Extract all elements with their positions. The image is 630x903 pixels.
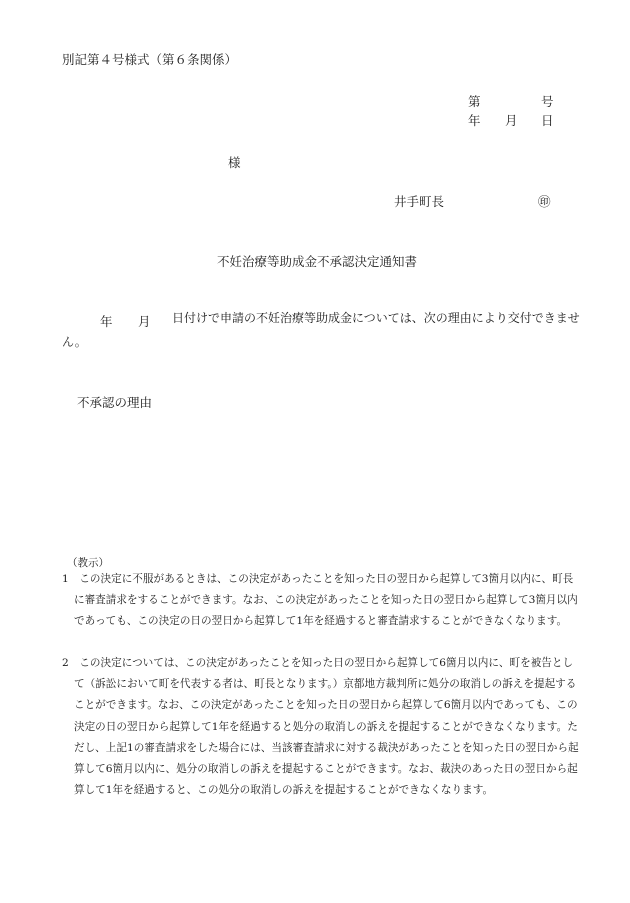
kyoji-item-2: 2 この決定については、この決定があったことを知った日の翌日から起算して6箇月以内に、町を被告として（訴訟において町を代表する者は、町長となります。）京都地方裁判所に処分の取消しの訴えを提起することができます。なお、この決定があったことを知った日の翌日から起算して6箇月以内であっても、この決定の日の翌日から起算して1年を経過すると処分の取消しの訴えを提起することができなくなります。ただし、上記1の審査請求をした場合には、当該審査請求に対する裁決があったことを知った日の翌日から起算して6箇月以内に、処分の取消しの訴えを提起することができます。なお、裁決のあった日の翌日から起算して1年を経過すると、この処分の取消しの訴えを提起することができなくなります。 <box>62 657 579 797</box>
date-month: 月 <box>505 113 518 128</box>
sender-name: 井手町長 <box>394 194 445 209</box>
reason-label: 不承認の理由 <box>77 395 153 410</box>
date-day: 日 <box>541 113 554 128</box>
body-text: 日付けで申請の不妊治療等助成金については、次の理由により交付できません。 <box>62 311 580 349</box>
doc-number-dai: 第 <box>468 94 481 109</box>
form-label: 別記第４号様式（第６条関係） <box>62 52 238 67</box>
date-year: 年 <box>468 113 481 128</box>
document-title: 不妊治療等助成金不承認決定通知書 <box>217 254 418 269</box>
body-year: 年 <box>100 314 113 329</box>
kyoji-item-1: 1 この決定に不服があるときは、この決定があったことを知った日の翌日から起算して3箇月以内に、町長に審査請求をすることができます。なお、この決定があったことを知った日の翌日から起算して3箇月以内であっても、この決定の日の翌日から起算して1年を経過すると審査請求することができなくなります。 <box>62 573 578 628</box>
kyoji-heading: （教示） <box>67 557 109 569</box>
addressee-sama: 様 <box>228 155 241 170</box>
body-month: 月 <box>138 314 151 329</box>
seal-mark: ㊞ <box>538 194 551 209</box>
doc-number-go: 号 <box>541 94 554 109</box>
